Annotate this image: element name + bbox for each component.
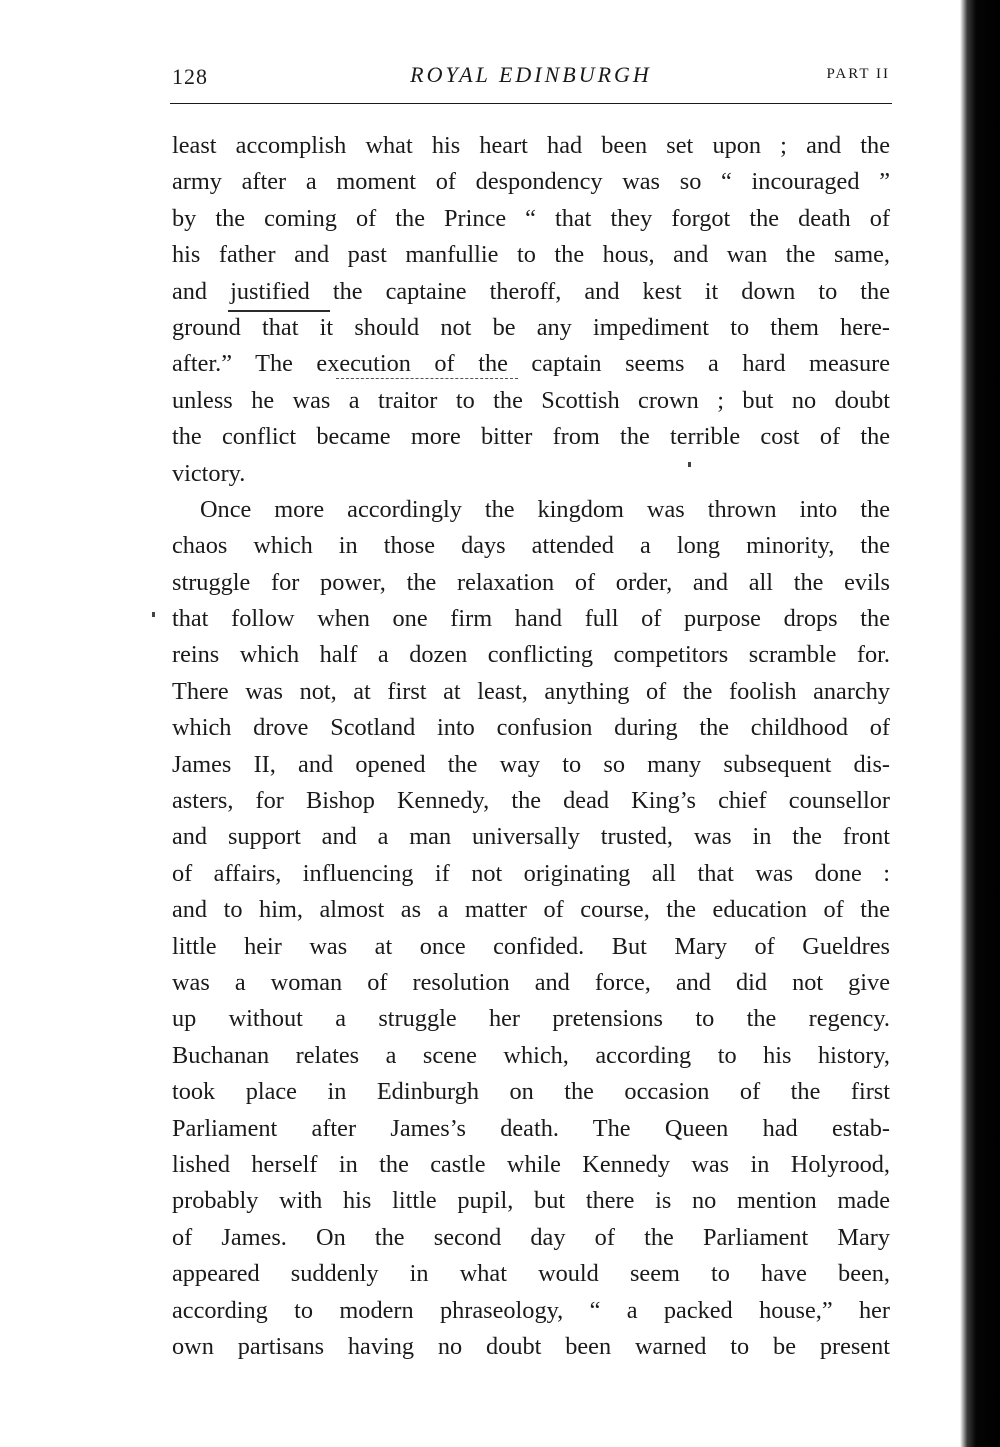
text-line: asters, for Bishop Kennedy, the dead King’s chief counsellor xyxy=(172,787,890,815)
text-line: was a woman of resolution and force, and did not give xyxy=(172,968,890,996)
text-line: and to him, almost as a matter of course, the education of the xyxy=(172,896,890,924)
pencil-underline-dashed xyxy=(336,378,518,380)
text-line: according to modern phraseology, “ a packed house,” her xyxy=(172,1296,890,1324)
text-line: that follow when one firm hand full of purpose drops the xyxy=(172,605,890,633)
text-line: of James. On the second day of the Parliament Mary xyxy=(172,1223,890,1251)
text-line: chaos which in those days attended a long minority, the xyxy=(172,532,890,560)
pencil-mark xyxy=(688,462,691,467)
running-title: ROYAL EDINBURGH xyxy=(410,62,652,87)
text-line: little heir was at once confided. But Mary of Gueldres xyxy=(172,932,890,960)
text-line: reins which half a dozen conflicting competitors scramble for. xyxy=(172,641,890,669)
text-line: Parliament after James’s death. The Queen had estab- xyxy=(172,1114,890,1142)
pencil-mark xyxy=(152,612,155,617)
text-line: victory. xyxy=(172,459,246,487)
text-line: least accomplish what his heart had been set upon ; and the xyxy=(172,132,890,159)
text-line: and justified the captaine theroff, and kest it down to the xyxy=(172,277,890,305)
header-rule xyxy=(170,103,892,104)
text-line: after.” The execution of the captain seems a hard measure xyxy=(172,350,890,378)
text-line: unless he was a traitor to the Scottish crown ; but no doubt xyxy=(172,386,890,414)
text-line: lished herself in the castle while Kennedy was in Holyrood, xyxy=(172,1150,890,1178)
text-line: the conflict became more bitter from the terrible cost of the xyxy=(172,423,890,451)
body-text xyxy=(172,128,890,1365)
text-line: army after a moment of despondency was so “ incouraged ” xyxy=(172,168,890,196)
text-line: Once more accordingly the kingdom was thrown into the xyxy=(200,495,890,523)
text-line: his father and past manfullie to the hous, and wan the same, xyxy=(172,241,890,269)
running-header xyxy=(172,58,890,92)
text-line: of affairs, influencing if not originating all that was done : xyxy=(172,859,890,887)
text-line: up without a struggle her pretensions to the regency. xyxy=(172,1005,890,1033)
text-line: ground that it should not be any impediment to them here- xyxy=(172,313,890,341)
text-line: took place in Edinburgh on the occasion of the first xyxy=(172,1078,890,1106)
text-line: probably with his little pupil, but there is no mention made xyxy=(172,1187,890,1215)
text-line: own partisans having no doubt been warned to be present xyxy=(172,1332,890,1360)
page-number: 128 xyxy=(172,64,208,89)
text-line: Buchanan relates a scene which, according to his history, xyxy=(172,1041,890,1069)
part-label: PART II xyxy=(826,66,890,82)
text-line: James II, and opened the way to so many subsequent dis- xyxy=(172,750,890,778)
text-line: by the coming of the Prince “ that they forgot the death of xyxy=(172,204,890,232)
text-line: which drove Scotland into confusion during the childhood of xyxy=(172,714,890,742)
text-line: struggle for power, the relaxation of order, and all the evils xyxy=(172,568,890,596)
text-line: There was not, at first at least, anything of the foolish anarchy xyxy=(172,677,890,705)
pencil-underline xyxy=(228,310,330,312)
binding-shadow xyxy=(960,0,1000,1447)
text-line: appeared suddenly in what would seem to have been, xyxy=(172,1260,890,1288)
text-line: and support and a man universally trusted, was in the front xyxy=(172,823,890,851)
